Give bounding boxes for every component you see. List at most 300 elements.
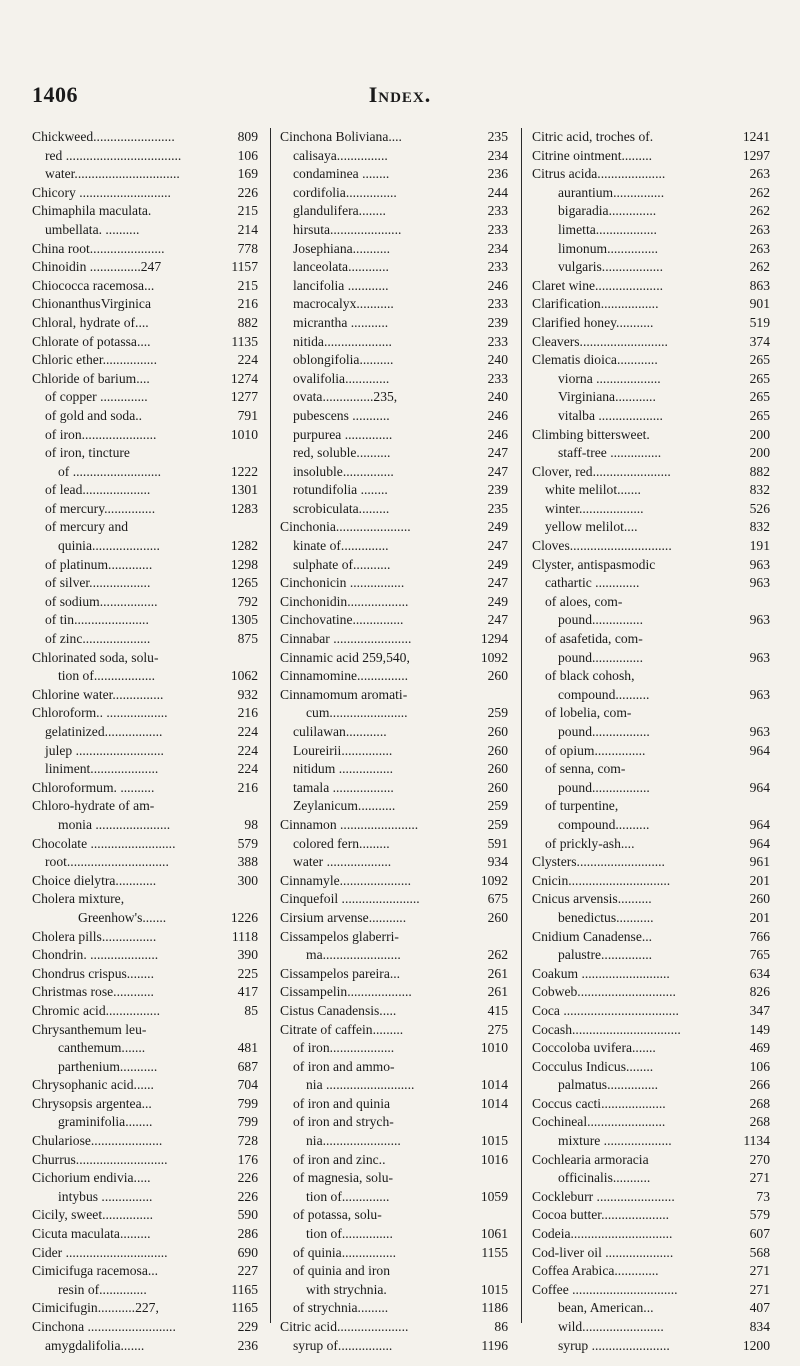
index-entry-page: 268	[749, 1095, 770, 1111]
index-entry-page: 234	[487, 147, 508, 163]
index-entry	[32, 742, 258, 761]
index-entry-term: Chimaphila maculata.	[32, 203, 152, 219]
index-entry-term: palmatus...............	[558, 1077, 659, 1093]
index-entry-term: of iron and strych-	[293, 1114, 394, 1130]
index-entry	[532, 928, 770, 947]
index-entry	[32, 797, 258, 816]
index-entry-page: 591	[487, 835, 508, 851]
index-entry	[532, 667, 770, 686]
index-entry-page: 961	[749, 854, 770, 870]
index-entry-term: Cicuta maculata.........	[32, 1226, 151, 1242]
index-entry-page: 236	[487, 166, 508, 182]
index-entry-term: Choice dielytra............	[32, 872, 157, 888]
index-entry-page: 85	[244, 1002, 258, 1018]
index-entry-page: 728	[237, 1133, 258, 1149]
index-entry	[532, 686, 770, 705]
index-entry-term: tion of..................	[58, 668, 156, 684]
index-entry-term: of magnesia, solu-	[293, 1170, 394, 1186]
index-entry-page: 262	[749, 203, 770, 219]
index-entry	[532, 1225, 770, 1244]
index-entry-page: 260	[487, 668, 508, 684]
index-entry-term: aurantium...............	[558, 184, 665, 200]
index-entry	[280, 965, 508, 984]
index-entry-page: 224	[237, 761, 258, 777]
index-entry-term: graminifolia........	[58, 1114, 153, 1130]
index-entry	[32, 1039, 258, 1058]
index-entry-term: syrup of................	[293, 1337, 393, 1353]
index-entry-term: Clyster, antispasmodic	[532, 556, 656, 572]
index-entry	[32, 1021, 258, 1040]
index-entry	[32, 518, 258, 537]
index-entry-term: vitalba ...................	[558, 407, 663, 423]
index-entry	[280, 463, 508, 482]
index-entry	[532, 463, 770, 482]
index-entry-page: 568	[749, 1244, 770, 1260]
index-entry	[280, 742, 508, 761]
index-entry	[532, 909, 770, 928]
index-entry-term: Cinnamon .......................	[280, 816, 419, 832]
index-entry-page: 1015	[480, 1281, 508, 1297]
index-entry	[32, 872, 258, 891]
index-entry-term: of iron and zinc..	[293, 1151, 386, 1167]
index-entry-term: Citrate of caffein.........	[280, 1021, 404, 1037]
index-entry-page: 882	[749, 463, 770, 479]
index-entry	[280, 667, 508, 686]
index-entry-term: of lead....................	[45, 482, 151, 498]
index-entry	[532, 723, 770, 742]
index-entry-page: 407	[749, 1300, 770, 1316]
index-entry-page: 265	[749, 389, 770, 405]
index-entry	[32, 779, 258, 798]
index-entry	[280, 890, 508, 909]
index-entry	[532, 983, 770, 1002]
index-entry-page: 246	[487, 426, 508, 442]
index-entry-term: Clarified honey...........	[532, 314, 654, 330]
index-entry-term: nia.......................	[306, 1133, 401, 1149]
index-entry-page: 265	[749, 352, 770, 368]
index-entry	[280, 1058, 508, 1077]
index-entry	[32, 909, 258, 928]
index-entry-page: 1062	[230, 668, 258, 684]
index-entry	[280, 240, 508, 259]
index-entry-term: of senna, com-	[545, 761, 626, 777]
index-entry-page: 1265	[230, 575, 258, 591]
index-entry-page: 200	[749, 426, 770, 442]
index-entry-term: pound...............	[558, 649, 643, 665]
index-entry-term: Cider ..............................	[32, 1244, 168, 1260]
index-entry-page: 607	[749, 1226, 770, 1242]
index-entry	[532, 1002, 770, 1021]
index-entry	[532, 742, 770, 761]
index-entry	[32, 258, 258, 277]
index-entry-page: 268	[749, 1114, 770, 1130]
index-entry-page: 766	[749, 928, 770, 944]
index-entry-page: 526	[749, 500, 770, 516]
index-entry-term: canthemum.......	[58, 1040, 146, 1056]
index-columns	[32, 128, 772, 1353]
index-entry	[532, 407, 770, 426]
index-entry	[280, 630, 508, 649]
index-entry-term: Cinchona Boliviana....	[280, 129, 402, 144]
index-entry-term: compound..........	[558, 686, 650, 702]
index-entry-term: sulphate of...........	[293, 556, 391, 572]
index-entry-page: 227	[237, 1263, 258, 1279]
index-entry-term: Chloral, hydrate of....	[32, 314, 149, 330]
index-entry-term: water...............................	[45, 166, 180, 182]
index-entry-page: 201	[749, 872, 770, 888]
index-entry	[32, 816, 258, 835]
index-entry-term: monia ......................	[58, 816, 171, 832]
index-entry-term: Chlorinated soda, solu-	[32, 649, 159, 665]
index-entry-page: 201	[749, 909, 770, 925]
index-entry-term: officinalis...........	[558, 1170, 651, 1186]
index-column-3	[532, 128, 770, 1353]
index-entry	[32, 574, 258, 593]
index-column-1	[32, 128, 258, 1353]
index-entry	[32, 1206, 258, 1225]
index-entry-page: 98	[244, 816, 258, 832]
index-entry-term: Cochlearia armoracia	[532, 1151, 649, 1167]
index-entry-page: 374	[749, 333, 770, 349]
index-entry-term: tion of..............	[306, 1188, 390, 1204]
index-entry-page: 239	[487, 314, 508, 330]
index-entry	[32, 1132, 258, 1151]
index-entry-page: 963	[749, 575, 770, 591]
index-entry-term: Chiococca racemosa...	[32, 277, 155, 293]
index-entry	[32, 928, 258, 947]
index-entry-page: 1010	[480, 1040, 508, 1056]
index-entry-page: 832	[749, 482, 770, 498]
index-entry-term: lancifolia ............	[293, 277, 389, 293]
index-entry-page: 1222	[230, 463, 258, 479]
index-entry-term: Cinchonicin ................	[280, 575, 405, 591]
index-entry-page: 226	[237, 1170, 258, 1186]
index-entry	[32, 1188, 258, 1207]
index-entry	[280, 1095, 508, 1114]
index-entry	[532, 1021, 770, 1040]
index-entry	[32, 1002, 258, 1021]
index-entry-page: 247	[487, 575, 508, 591]
index-entry-page: 233	[487, 221, 508, 237]
index-entry-page: 259	[487, 798, 508, 814]
index-entry-term: Coffee ...............................	[532, 1281, 678, 1297]
index-entry-term: Chondrus crispus........	[32, 965, 154, 981]
index-entry	[280, 816, 508, 835]
index-entry-term: of silver..................	[45, 575, 151, 591]
index-entry-term: Coca ..................................	[532, 1002, 679, 1018]
index-entry-page: 690	[237, 1244, 258, 1260]
index-entry	[280, 946, 508, 965]
index-entry-term: with strychnia.	[306, 1281, 387, 1297]
index-entry-page: 1305	[230, 612, 258, 628]
index-entry	[32, 1318, 258, 1337]
index-entry	[532, 1076, 770, 1095]
index-entry-term: scrobiculata.........	[293, 500, 390, 516]
page-header	[0, 82, 800, 112]
index-entry	[32, 463, 258, 482]
index-entry-page: 235	[487, 500, 508, 516]
index-entry-term: viorna ...................	[558, 370, 661, 386]
index-entry-term: insoluble...............	[293, 463, 394, 479]
index-entry	[532, 202, 770, 221]
index-entry	[280, 407, 508, 426]
index-entry-page: 246	[487, 407, 508, 423]
index-entry	[280, 1299, 508, 1318]
index-entry-page: 263	[749, 221, 770, 237]
index-entry	[532, 1206, 770, 1225]
index-entry-term: Cinnamomine...............	[280, 668, 408, 684]
index-entry	[280, 1244, 508, 1263]
index-entry	[532, 574, 770, 593]
index-entry	[280, 277, 508, 296]
index-entry-term: Cnidium Canadense...	[532, 928, 653, 944]
index-entry	[532, 147, 770, 166]
index-entry	[280, 333, 508, 352]
index-entry-term: Chickweed........................	[32, 129, 175, 144]
index-entry-term: of ..........................	[58, 463, 162, 479]
index-entry-term: Cinquefoil .......................	[280, 891, 420, 907]
index-entry-term: bean, American...	[558, 1300, 654, 1316]
index-entry-term: Cinnamic acid 259,540,	[280, 649, 410, 665]
index-entry-term: white melilot.......	[545, 482, 641, 498]
index-entry-page: 215	[237, 203, 258, 219]
index-entry	[32, 165, 258, 184]
index-entry	[32, 723, 258, 742]
index-entry-term: cordifolia...............	[293, 184, 397, 200]
index-entry	[280, 314, 508, 333]
index-entry-page: 469	[749, 1040, 770, 1056]
index-entry-page: 1061	[480, 1226, 508, 1242]
index-entry	[532, 1095, 770, 1114]
index-entry-term: Cistus Canadensis.....	[280, 1002, 397, 1018]
index-entry-page: 260	[487, 779, 508, 795]
index-entry-term: Citric acid.....................	[280, 1319, 409, 1334]
index-entry	[532, 351, 770, 370]
index-entry-page: 964	[749, 835, 770, 851]
index-entry-term: julep ..........................	[45, 742, 164, 758]
index-entry	[280, 835, 508, 854]
index-entry	[280, 983, 508, 1002]
index-entry-page: 233	[487, 203, 508, 219]
index-entry	[280, 1132, 508, 1151]
index-entry	[32, 388, 258, 407]
index-entry	[32, 1299, 258, 1318]
index-entry	[280, 537, 508, 556]
index-entry-term: kinate of..............	[293, 538, 389, 554]
index-entry-term: Chicory ...........................	[32, 184, 171, 200]
index-entry-page: 106	[237, 147, 258, 163]
index-entry-page: 263	[749, 240, 770, 256]
index-entry-page: 863	[749, 277, 770, 293]
index-entry-page: 832	[749, 519, 770, 535]
index-entry	[280, 500, 508, 519]
index-entry	[532, 890, 770, 909]
index-entry-page: 1294	[480, 631, 508, 647]
index-entry-term: pound...............	[558, 612, 643, 628]
index-entry	[32, 426, 258, 445]
index-entry-page: 964	[749, 779, 770, 795]
index-entry-page: 791	[237, 407, 258, 423]
index-entry	[532, 295, 770, 314]
index-entry-term: Cocoa butter....................	[532, 1207, 670, 1223]
index-entry-term: parthenium...........	[58, 1058, 158, 1074]
index-entry-term: compound..........	[558, 816, 650, 832]
index-entry	[32, 314, 258, 333]
index-entry-page: 86	[494, 1319, 508, 1334]
index-entry	[532, 853, 770, 872]
index-entry	[32, 1244, 258, 1263]
index-entry	[280, 388, 508, 407]
index-entry-term: of zinc....................	[45, 631, 151, 647]
index-entry	[32, 1337, 258, 1356]
index-column-2	[280, 128, 508, 1353]
index-entry-page: 260	[487, 761, 508, 777]
index-entry	[532, 1039, 770, 1058]
index-entry-term: of quinia................	[293, 1244, 397, 1260]
index-entry	[532, 593, 770, 612]
index-entry-term: bigaradia..............	[558, 203, 657, 219]
index-entry-page: 216	[237, 779, 258, 795]
index-entry-term: vulgaris..................	[558, 259, 663, 275]
index-entry-page: 216	[237, 705, 258, 721]
index-entry	[532, 1337, 770, 1356]
index-entry	[280, 1039, 508, 1058]
index-entry-page: 481	[237, 1040, 258, 1056]
index-entry-term: macrocalyx...........	[293, 296, 394, 312]
index-entry	[532, 481, 770, 500]
index-entry-term: Cinchonidin..................	[280, 593, 409, 609]
index-entry	[280, 556, 508, 575]
index-entry	[532, 500, 770, 519]
index-entry-term: Chinoidin ...............247	[32, 259, 162, 275]
index-entry-term: syrup .......................	[558, 1337, 670, 1353]
index-entry-page: 1226	[230, 909, 258, 925]
index-entry-term: Virginiana............	[558, 389, 656, 405]
index-entry-page: 259	[487, 816, 508, 832]
index-entry-term: palustre...............	[558, 947, 653, 963]
index-entry-term: Christmas rose............	[32, 984, 154, 1000]
index-entry-term: Josephiana...........	[293, 240, 391, 256]
index-entry	[280, 760, 508, 779]
index-entry-page: 799	[237, 1114, 258, 1130]
index-entry-term: Chlorine water...............	[32, 686, 164, 702]
index-entry	[280, 649, 508, 668]
index-entry-page: 261	[487, 984, 508, 1000]
index-entry	[280, 518, 508, 537]
index-entry-page: 1196	[481, 1337, 508, 1353]
index-entry-term: rotundifolia ........	[293, 482, 388, 498]
index-entry-term: Greenhow's.......	[78, 909, 167, 925]
index-entry-page: 73	[756, 1188, 770, 1204]
index-entry-page: 704	[237, 1077, 258, 1093]
index-entry-term: Cleavers..........................	[532, 333, 668, 349]
index-entry-page: 932	[237, 686, 258, 702]
index-entry-page: 216	[237, 296, 258, 312]
index-entry-page: 963	[749, 649, 770, 665]
index-entry-page: 1298	[230, 556, 258, 572]
index-entry-term: amygdalifolia.......	[45, 1337, 145, 1353]
index-entry	[32, 593, 258, 612]
index-entry-term: pubescens ...........	[293, 407, 390, 423]
index-entry-page: 271	[749, 1281, 770, 1297]
index-entry	[532, 518, 770, 537]
index-entry-term: cum.......................	[306, 705, 408, 721]
index-entry-term: calisaya...............	[293, 147, 388, 163]
index-entry	[532, 630, 770, 649]
index-entry-term: of opium...............	[545, 742, 646, 758]
index-entry	[280, 295, 508, 314]
index-entry-page: 1186	[481, 1300, 508, 1316]
index-entry	[532, 611, 770, 630]
index-entry-page: 901	[749, 296, 770, 312]
index-entry-page: 1059	[480, 1188, 508, 1204]
index-entry-page: 215	[237, 277, 258, 293]
index-entry	[32, 1151, 258, 1170]
index-entry-term: Cocash................................	[532, 1021, 681, 1037]
index-entry-term: pound.................	[558, 724, 650, 739]
index-entry-page: 579	[237, 835, 258, 851]
index-entry-page: 270	[749, 1151, 770, 1167]
index-entry-term: Cochineal.......................	[532, 1114, 666, 1130]
index-entry	[32, 1076, 258, 1095]
index-entry-term: hirsuta.....................	[293, 221, 402, 237]
index-entry-term: of iron and quinia	[293, 1095, 391, 1111]
index-entry	[532, 537, 770, 556]
index-entry-term: Cod-liver oil ....................	[532, 1244, 674, 1260]
index-entry-page: 260	[749, 891, 770, 907]
index-entry-page: 415	[487, 1002, 508, 1018]
index-entry	[280, 1113, 508, 1132]
index-entry-page: 246	[487, 277, 508, 293]
index-entry	[32, 556, 258, 575]
index-entry-page: 260	[487, 909, 508, 925]
index-entry-term: water ...................	[293, 854, 392, 870]
index-entry-term: yellow melilot....	[545, 519, 638, 535]
index-entry	[32, 481, 258, 500]
index-entry-page: 249	[487, 519, 508, 535]
index-entry-page: 260	[487, 724, 508, 739]
index-entry-page: 261	[487, 965, 508, 981]
index-entry-page: 235	[487, 129, 508, 144]
page-number: 1406	[32, 82, 78, 107]
index-entry-term: Cinnamyle.....................	[280, 872, 412, 888]
index-entry-term: purpurea ..............	[293, 426, 393, 442]
index-entry-term: Coccus cacti...................	[532, 1095, 666, 1111]
index-entry-term: of lobelia, com-	[545, 705, 632, 721]
index-entry-term: limetta..................	[558, 221, 657, 237]
index-entry	[32, 630, 258, 649]
index-entry-term: Clover, red.......................	[532, 463, 671, 479]
index-entry-page: 675	[487, 891, 508, 907]
index-entry	[280, 1281, 508, 1300]
index-entry-page: 224	[237, 742, 258, 758]
index-entry-page: 234	[487, 240, 508, 256]
index-entry-term: nitidum ................	[293, 761, 394, 777]
index-entry	[280, 1318, 508, 1337]
index-entry	[532, 835, 770, 854]
index-entry	[280, 1188, 508, 1207]
index-entry-page: 934	[487, 854, 508, 870]
index-entry-term: Chocolate .........................	[32, 835, 176, 851]
index-entry-term: benedictus...........	[558, 909, 654, 925]
index-entry-page: 300	[237, 872, 258, 888]
index-entry-page: 265	[749, 407, 770, 423]
index-entry-page: 1297	[742, 147, 770, 163]
index-entry-page: 963	[749, 612, 770, 628]
index-entry-page: 417	[237, 984, 258, 1000]
index-entry-page: 233	[487, 333, 508, 349]
index-entry-page: 247	[487, 538, 508, 554]
